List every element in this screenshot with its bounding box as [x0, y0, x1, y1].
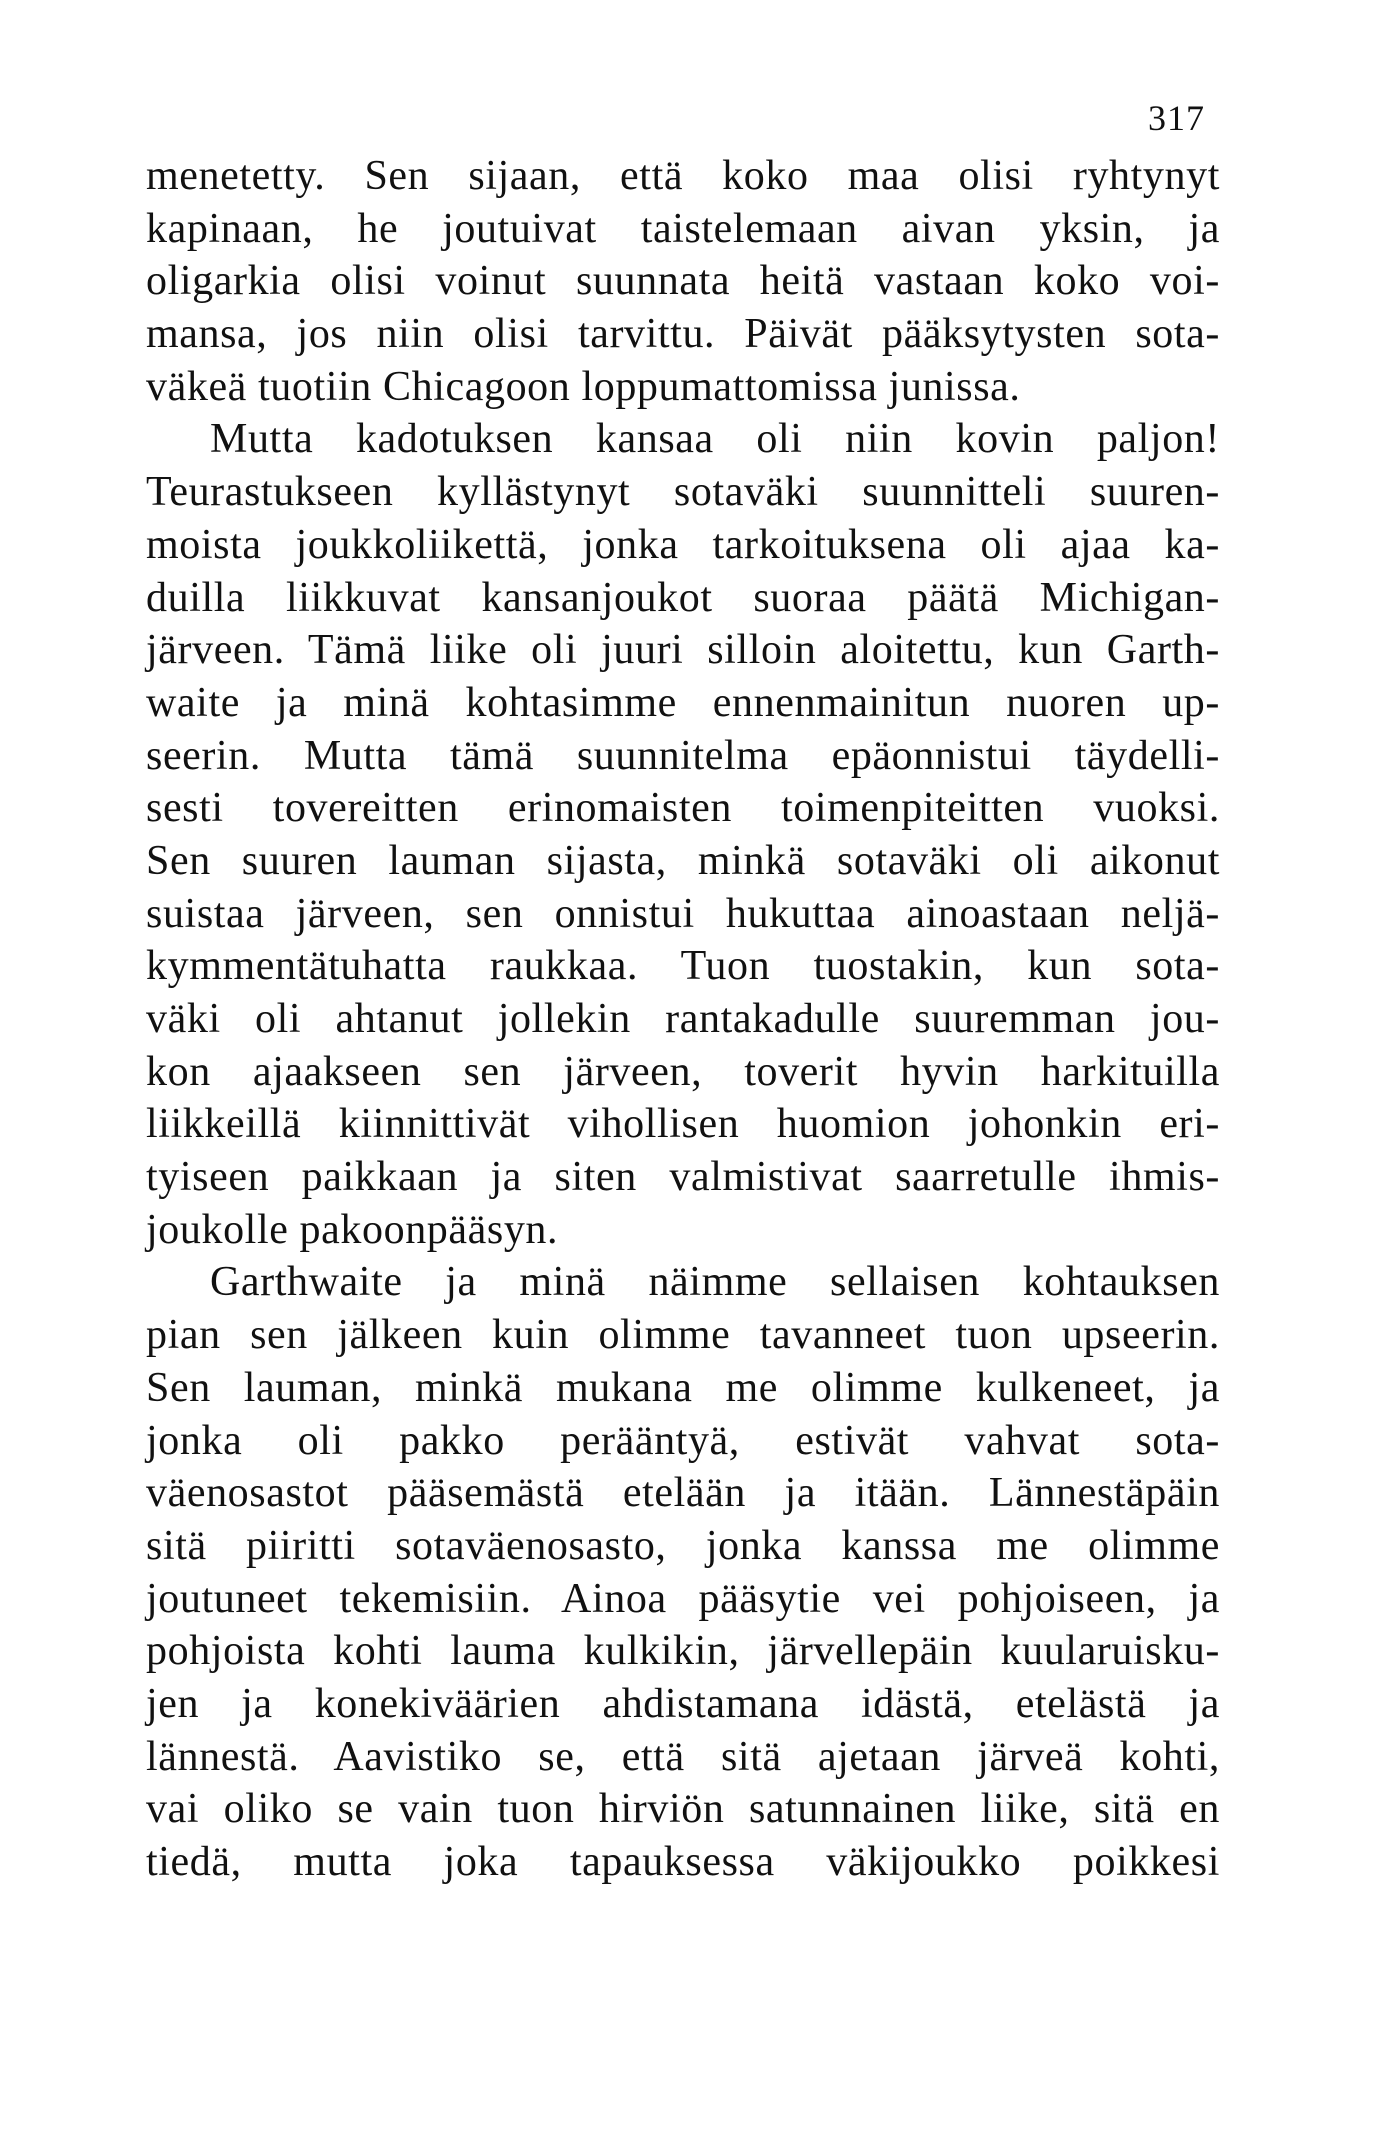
text-line: vai oliko se vain tuon hirviön satunnainen liike, sitä en	[146, 1786, 1220, 1833]
text-line: väki oli ahtanut jollekin rantakadulle suuremman jou-	[146, 996, 1220, 1042]
text-line: kymmentätuhatta raukkaa. Tuon tuostakin, kun sota-	[146, 943, 1220, 990]
text-line: Sen suuren lauman sijasta, minkä sotaväki oli aikonut	[146, 837, 1220, 884]
text-line: sesti tovereitten erinomaisten toimenpiteitten vuoksi.	[146, 785, 1220, 832]
text-line: mansa, jos niin olisi tarvittu. Päivät pääksytysten sota-	[146, 311, 1220, 358]
text-line: joukolle pakoonpääsyn.	[146, 1206, 559, 1253]
text-line: waite ja minä kohtasimme ennenmainitun nuoren up-	[146, 679, 1220, 726]
text-line: kon ajaakseen sen järveen, toverit hyvin harkituilla	[146, 1048, 1220, 1095]
text-line: väenosastot pääsemästä etelään ja itään. Lännestäpäin	[146, 1470, 1220, 1517]
body-text	[146, 150, 1220, 1889]
text-line: kapinaan, he joutuivat taistelemaan aivan yksin, ja	[146, 205, 1220, 252]
text-line: pohjoista kohti lauma kulkikin, järvellepäin kuularuisku-	[146, 1628, 1220, 1675]
text-line: oligarkia olisi voinut suunnata heitä vastaan koko voi-	[146, 258, 1220, 305]
paragraph-start-line: Garthwaite ja minä näimme sellaisen kohtauksen	[210, 1259, 1220, 1306]
text-line: joutuneet tekemisiin. Ainoa pääsytie vei pohjoiseen, ja	[146, 1575, 1220, 1622]
text-line: suistaa järveen, sen onnistui hukuttaa ainoastaan neljä-	[146, 890, 1220, 937]
text-line: seerin. Mutta tämä suunnitelma epäonnistui täydelli-	[146, 732, 1220, 779]
text-line: sitä piiritti sotaväenosasto, jonka kanssa me olimme	[146, 1522, 1220, 1569]
text-line: duilla liikkuvat kansanjoukot suoraa päätä Michigan-	[146, 574, 1220, 621]
text-line: pian sen jälkeen kuin olimme tavanneet tuon upseerin.	[146, 1312, 1220, 1359]
text-line: tiedä, mutta joka tapauksessa väkijoukko poikkesi	[146, 1839, 1220, 1885]
paragraph-start-line: Mutta kadotuksen kansaa oli niin kovin paljon!	[210, 416, 1220, 463]
text-line: moista joukkoliikettä, jonka tarkoituksena oli ajaa ka-	[146, 521, 1220, 568]
text-line: järveen. Tämä liike oli juuri silloin aloitettu, kun Garth-	[146, 627, 1220, 674]
text-line: tyiseen paikkaan ja siten valmistivat saarretulle ihmis-	[146, 1154, 1220, 1201]
text-line: jen ja konekiväärien ahdistamana idästä, etelästä ja	[146, 1680, 1220, 1727]
text-line: jonka oli pakko perääntyä, estivät vahvat sota-	[146, 1417, 1220, 1464]
text-line: Sen lauman, minkä mukana me olimme kulkeneet, ja	[146, 1364, 1220, 1411]
text-line: lännestä. Aavistiko se, että sitä ajetaan järveä kohti,	[146, 1733, 1220, 1780]
page-number: 317	[1148, 98, 1205, 138]
text-line: Teurastukseen kyllästynyt sotaväki suunnitteli suuren-	[146, 469, 1220, 516]
text-line: väkeä tuotiin Chicagoon loppumattomissa junissa.	[146, 363, 1021, 410]
text-line: liikkeillä kiinnittivät vihollisen huomion johonkin eri-	[146, 1101, 1220, 1148]
text-line: menetetty. Sen sijaan, että koko maa olisi ryhtynyt	[146, 153, 1220, 199]
